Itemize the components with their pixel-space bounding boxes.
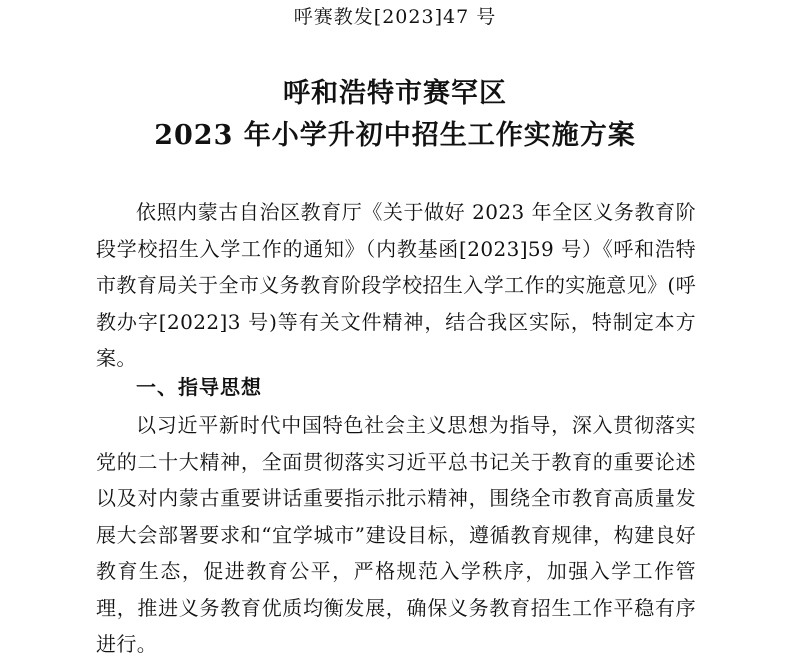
guiding-ideology-paragraph-block [96,407,696,663]
document-title-line-1: 呼和浩特市赛罕区 [283,78,507,109]
intro-paragraph-block [96,194,696,377]
guiding-ideology-paragraph: 以习近平新时代中国特色社会主义思想为指导，深入贯彻落实党的二十大精神，全面贯彻落实习近平总书记关于教育的重要论述以及对内蒙古重要讲话重要指示批示精神，围绕全市教育高质量发展大会部署要求和“宜学城市”建设目标，遵循教育规律，构建良好教育生态，促进教育公平，严格规范入学秩序，加强入学工作管理，推进义务教育优质均衡发展，确保义务教育招生工作平稳有序进行。 [96,413,696,656]
section-heading-guiding-ideology: 一、指导思想 [136,375,262,399]
document-number: 呼赛教发[2023]47 号 [293,6,497,28]
intro-paragraph: 依照内蒙古自治区教育厅《关于做好 2023 年全区义务教育阶段学校招生入学工作的通知》（内教基函[2023]59 号）《呼和浩特市教育局关于全市义务教育阶段学校招生入学工作的实施意见》(呼教办字[2022]3 号)等有关文件精神，结合我区实际，特制定本方案。 [96,200,696,370]
document-title-line-2: 2023 年小学升初中招生工作实施方案 [154,120,636,151]
